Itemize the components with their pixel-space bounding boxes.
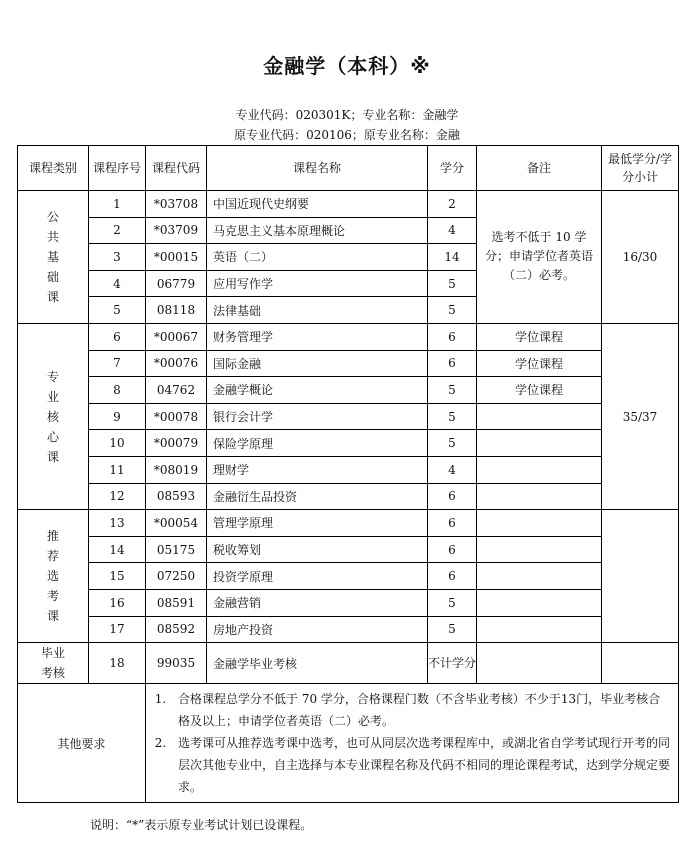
course-seq: 9: [89, 403, 146, 430]
other-requirements-content: [146, 684, 679, 803]
table-row: [18, 536, 679, 563]
course-code: *03709: [146, 217, 207, 244]
graduation-row: [18, 643, 679, 684]
course-code: *00076: [146, 350, 207, 377]
course-credit: 4: [428, 217, 477, 244]
other-requirements-label: 其他要求: [18, 684, 146, 803]
course-seq: 5: [89, 297, 146, 324]
course-remark: 学位课程: [477, 350, 602, 377]
course-name: 金融衍生品投资: [207, 483, 428, 510]
course-name: 法律基础: [207, 297, 428, 324]
table-row: [18, 323, 679, 350]
course-code: 05175: [146, 536, 207, 563]
course-seq: 12: [89, 483, 146, 510]
header-remark: 备注: [477, 146, 602, 191]
course-code: 07250: [146, 563, 207, 590]
course-name: 中国近现代史纲要: [207, 191, 428, 218]
course-credit: 5: [428, 377, 477, 404]
course-credit: 6: [428, 536, 477, 563]
course-category: 专 业 核 心 课: [18, 323, 89, 509]
course-code: 99035: [146, 643, 207, 684]
min-credit: 35/37: [602, 323, 679, 509]
course-code: *00054: [146, 510, 207, 537]
course-name: 投资学原理: [207, 563, 428, 590]
course-code: *00079: [146, 430, 207, 457]
course-credit: 6: [428, 510, 477, 537]
course-name: 金融学毕业考核: [207, 643, 428, 684]
course-code: 04762: [146, 377, 207, 404]
header-seq: 课程序号: [89, 146, 146, 191]
course-remark: 选考不低于 10 学分；申请学位者英语（二）必考。: [477, 191, 602, 324]
course-seq: 11: [89, 456, 146, 483]
course-credit: 5: [428, 430, 477, 457]
footer-note: 说明：“*”表示原专业考试计划已设课程。: [90, 818, 313, 832]
page-title: 金融学（本科）※: [263, 54, 431, 78]
course-seq: 10: [89, 430, 146, 457]
table-row: [18, 430, 679, 457]
course-name: 保险学原理: [207, 430, 428, 457]
course-credit: 6: [428, 323, 477, 350]
header-min-credit: 最低学分/学分小计: [602, 146, 679, 191]
course-plan-table: [17, 145, 679, 803]
course-name: 银行会计学: [207, 403, 428, 430]
course-seq: 16: [89, 589, 146, 616]
course-code: 08593: [146, 483, 207, 510]
table-row: [18, 616, 679, 643]
table-row: [18, 403, 679, 430]
course-remark: [477, 589, 602, 616]
course-credit: 14: [428, 244, 477, 271]
course-seq: 4: [89, 270, 146, 297]
course-remark: [477, 510, 602, 537]
course-name: 房地产投资: [207, 616, 428, 643]
course-remark: [477, 643, 602, 684]
course-code: *00067: [146, 323, 207, 350]
course-credit: 5: [428, 589, 477, 616]
course-remark: [477, 536, 602, 563]
course-credit: 6: [428, 350, 477, 377]
header-code: 课程代码: [146, 146, 207, 191]
other-requirements-row: [18, 684, 679, 803]
course-credit: 2: [428, 191, 477, 218]
course-code: *00078: [146, 403, 207, 430]
table-header-row: [18, 146, 679, 191]
requirements-list: [152, 688, 670, 798]
header-name: 课程名称: [207, 146, 428, 191]
original-major-line: 原专业代码：020106；原专业名称：金融: [234, 128, 460, 142]
course-seq: 1: [89, 191, 146, 218]
table-row: [18, 377, 679, 404]
course-category: 推 荐 选 考 课: [18, 510, 89, 643]
course-seq: 13: [89, 510, 146, 537]
course-seq: 17: [89, 616, 146, 643]
course-code: 08118: [146, 297, 207, 324]
course-category: 公 共 基 础 课: [18, 191, 89, 324]
course-remark: [477, 616, 602, 643]
major-code-line: 专业代码：020301K；专业名称：金融学: [235, 108, 459, 122]
course-code: 08591: [146, 589, 207, 616]
course-remark: [477, 403, 602, 430]
table-row: [18, 589, 679, 616]
min-credit: 16/30: [602, 191, 679, 324]
course-credit: 6: [428, 563, 477, 590]
course-remark: [477, 456, 602, 483]
course-credit: 5: [428, 403, 477, 430]
course-credit: 5: [428, 297, 477, 324]
course-remark: 学位课程: [477, 377, 602, 404]
table-row: [18, 456, 679, 483]
course-seq: 14: [89, 536, 146, 563]
min-credit: [602, 643, 679, 684]
course-seq: 7: [89, 350, 146, 377]
table-row: [18, 483, 679, 510]
course-name: 管理学原理: [207, 510, 428, 537]
course-code: 08592: [146, 616, 207, 643]
course-credit: 5: [428, 270, 477, 297]
requirement-item: 2. 选考课可从推荐选考课中选考，也可从同层次选考课程库中，或湖北省自学考试现行开考的同层次其他专业中，自主选择与本专业课程名称及代码不相同的理论课程考试，达到学分规定要求。: [170, 732, 670, 798]
header-category: 课程类别: [18, 146, 89, 191]
course-credit: 6: [428, 483, 477, 510]
course-seq: 15: [89, 563, 146, 590]
course-remark: [477, 563, 602, 590]
course-name: 财务管理学: [207, 323, 428, 350]
course-name: 英语（二）: [207, 244, 428, 271]
header-credit: 学分: [428, 146, 477, 191]
course-remark: [477, 483, 602, 510]
min-credit: [602, 510, 679, 643]
course-code: *08019: [146, 456, 207, 483]
table-row: [18, 350, 679, 377]
table-row: [18, 510, 679, 537]
course-code: *03708: [146, 191, 207, 218]
course-name: 税收筹划: [207, 536, 428, 563]
course-credit: 5: [428, 616, 477, 643]
requirement-item: 1. 合格课程总学分不低于 70 学分，合格课程门数（不含毕业考核）不少于13门，毕业考核合格及以上；申请学位者英语（二）必考。: [170, 688, 670, 732]
course-name: 金融营销: [207, 589, 428, 616]
course-name: 金融学概论: [207, 377, 428, 404]
course-seq: 6: [89, 323, 146, 350]
course-code: *00015: [146, 244, 207, 271]
course-code: 06779: [146, 270, 207, 297]
course-seq: 2: [89, 217, 146, 244]
course-remark: 学位课程: [477, 323, 602, 350]
table-row: [18, 563, 679, 590]
course-name: 应用写作学: [207, 270, 428, 297]
course-credit: 4: [428, 456, 477, 483]
table-row: [18, 191, 679, 218]
course-name: 马克思主义基本原理概论: [207, 217, 428, 244]
course-credit: 不计学分: [428, 643, 477, 684]
course-remark: [477, 430, 602, 457]
course-seq: 18: [89, 643, 146, 684]
course-seq: 8: [89, 377, 146, 404]
course-category: 毕业 考核: [18, 643, 89, 684]
course-seq: 3: [89, 244, 146, 271]
course-name: 理财学: [207, 456, 428, 483]
course-name: 国际金融: [207, 350, 428, 377]
